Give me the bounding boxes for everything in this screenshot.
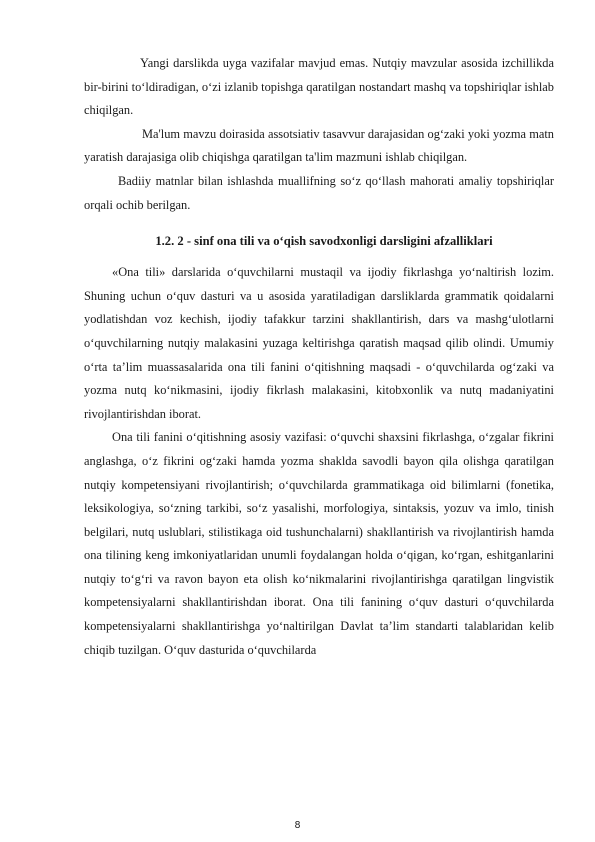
paragraph-homework: Yangi darslikda uyga vazifalar mavjud emas. Nutqiy mavzular asosida izchillikda bir-birini to‘ldiradigan, o‘zi izlanib topishga qaratilgan nostandart mashq va topshiriqlar ishlab chiqilgan. xyxy=(84,56,554,118)
section-heading: 1.2. 2 - sinf ona tili va o‘qish savodxonligi darsligini afzalliklari xyxy=(155,234,493,249)
page-number: 8 xyxy=(294,820,301,831)
paragraph-learning-content: Ma'lum mavzu doirasida assotsiativ tasavvur darajasidan og‘zaki yoki yozma matn yaratish darajasiga olib chiqishga qaratilgan ta'lim mazmuni ishlab chiqilgan. xyxy=(84,126,554,165)
paragraph-main-tasks: Ona tili fanini o‘qitishning asosiy vazifasi: o‘quvchi shaxsini fikrlashga, o‘zgalar fikrini anglashga, o‘z fikrini og‘zaki hamda yozma shaklda savodli bayon qila olishga qaratilgan nutqiy kompetensiyani rivojlantirish; o‘quvchilarda grammatikaga oid bilimlarni (fonetika, leksikologiya, so‘zning tarkibi, so‘z yasalishi, morfologiya, sintaksis, yozuv va imlo, tinish belgilari, nutq uslublari, stilistikaga oid tushunchalarni) shakllantirish va rivojlantirish hamda ona tilining keng imkoniyatlaridan unumli foydalangan holda o‘qigan, ko‘rgan, eshitganlarini nutqiy to‘g‘ri va ravon bayon eta olish ko‘nikmalarini rivojlantirishga qaratilgan lingvistik kompetensiyalarni shakllantirishdan iborat. Ona tili fanining o‘quv dasturi o‘quvchilarda kompetensiyalarni shakllantirishga yo‘naltirilgan Davlat ta’lim standarti talablaridan kelib chiqib tuzilgan. O‘quv dasturida o‘quvchilarda xyxy=(84,430,554,657)
paragraph-literary-texts: Badiiy matnlar bilan ishlashda muallifning so‘z qo‘llash mahorati amaliy topshiriqlar orqali ochib berilgan. xyxy=(84,173,554,212)
paragraph-mother-tongue-goals: «Ona tili» darslarida o‘quvchilarni mustaqil va ijodiy fikrlashga yo‘naltirish lozim. Shuning uchun o‘quv dasturi va u asosida yaratiladigan darsliklarda grammatik qoidalarni yodlatishdan voz kechish, ijodiy tafakkur tarzini shakllantirish, dars va mashg‘ulotlarni o‘quvchilarning nutqiy malakasini yuzaga keltirishga qaratish maqsad qilib olindi. Umumiy o‘rta ta’lim muassasalarida ona tili fanini o‘qitishning maqsadi - o‘quvchilarda og‘zaki va yozma nutq ko‘nikmasini, ijodiy fikrlash malakasini, kitobxonlik va nutq madaniyatini rivojlantirishdan iborat. xyxy=(84,265,554,421)
document-page xyxy=(84,52,554,662)
